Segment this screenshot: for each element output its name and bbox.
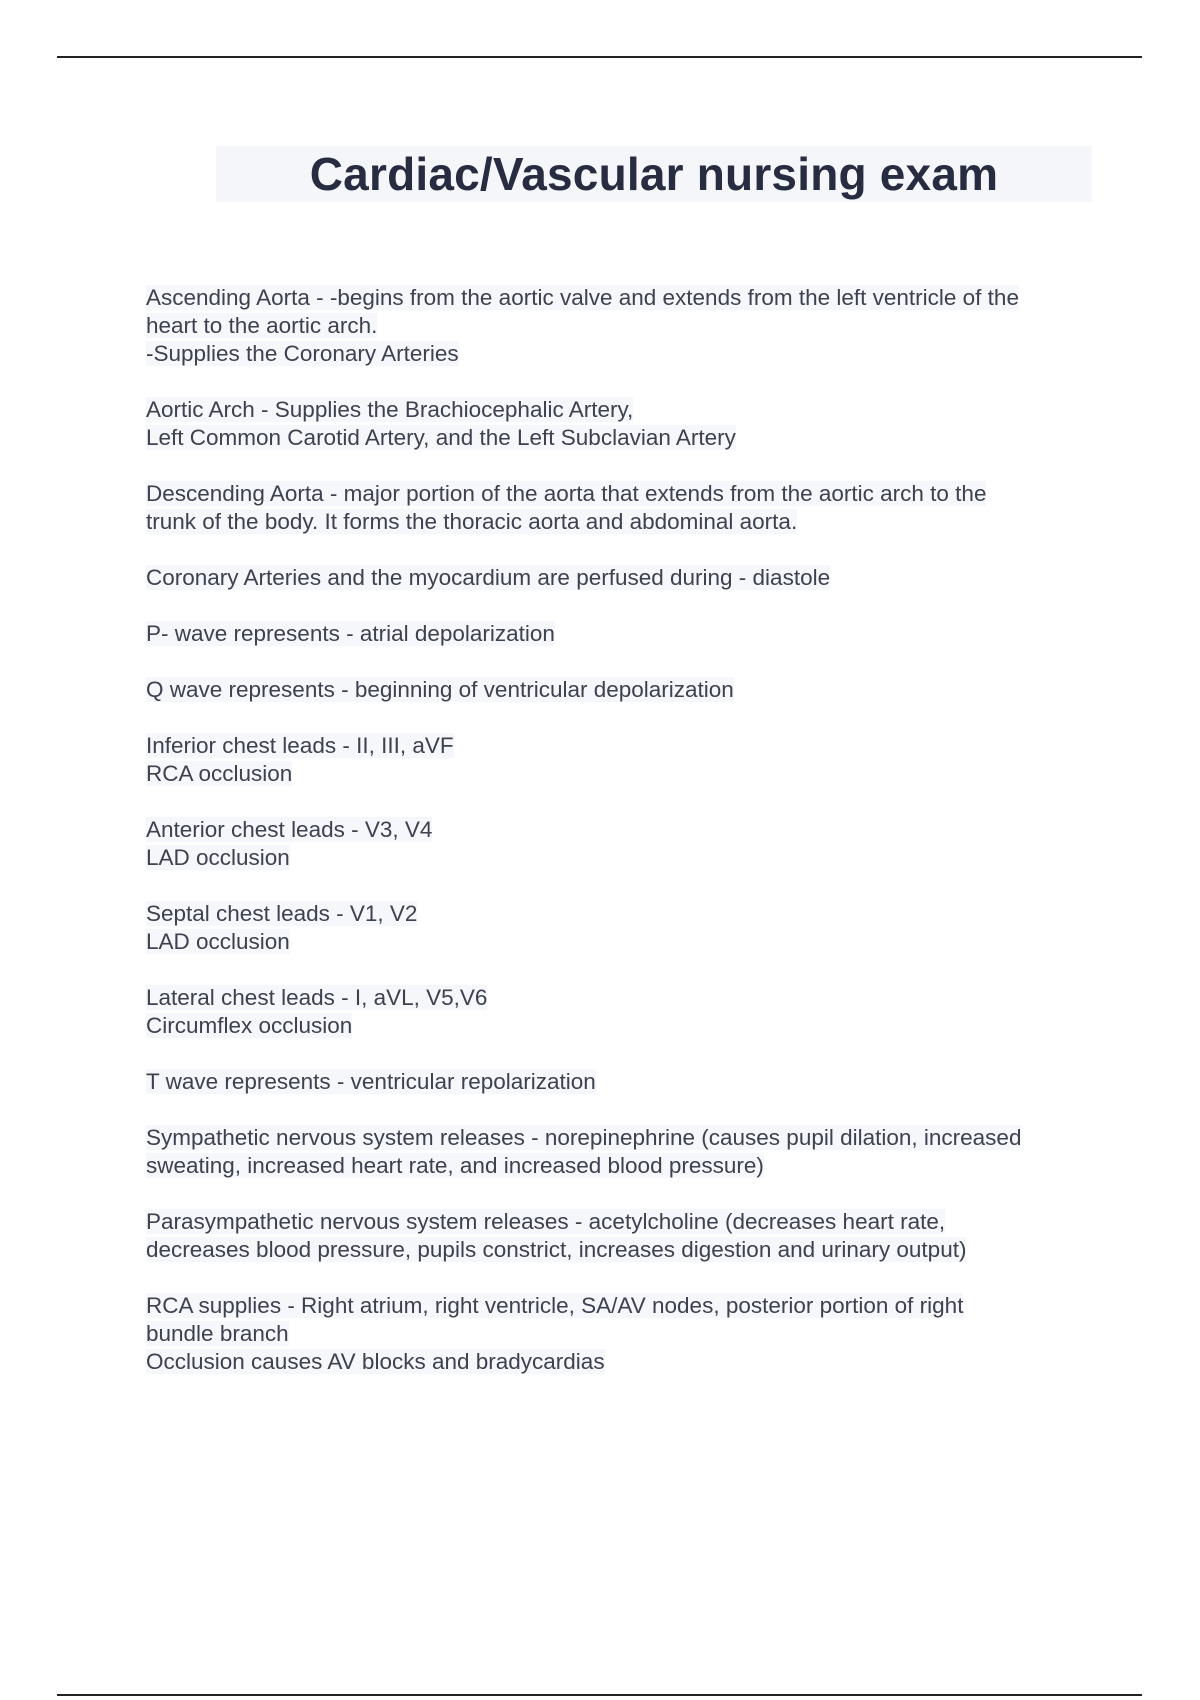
entry-line xyxy=(146,1348,1101,1376)
entry-line xyxy=(146,1320,1101,1348)
entry-line-text: T wave represents - ventricular repolarization xyxy=(146,1069,596,1094)
entry-line-text: Septal chest leads - V1, V2 xyxy=(146,901,418,926)
entry-line-text: Ascending Aorta - -begins from the aortic valve and extends from the left ventricle of the xyxy=(146,285,1019,310)
entry-line-text: Lateral chest leads - I, aVL, V5,V6 xyxy=(146,985,488,1010)
term-entry xyxy=(146,676,1101,704)
entry-line-text: Circumflex occlusion xyxy=(146,1013,353,1038)
page-title: Cardiac/Vascular nursing exam xyxy=(309,148,999,200)
entry-line xyxy=(146,564,1101,592)
term-entry xyxy=(146,564,1101,592)
entry-line-text: LAD occlusion xyxy=(146,845,290,870)
entry-line-text: Coronary Arteries and the myocardium are perfused during - diastole xyxy=(146,565,831,590)
entry-line xyxy=(146,340,1101,368)
entry-line xyxy=(146,1068,1101,1096)
entry-line xyxy=(146,424,1101,452)
entry-line-text: Sympathetic nervous system releases - norepinephrine (causes pupil dilation, increased xyxy=(146,1125,1022,1150)
entry-line-text: heart to the aortic arch. xyxy=(146,313,378,338)
entry-line xyxy=(146,844,1101,872)
entry-line-text: Parasympathetic nervous system releases - acetylcholine (decreases heart rate, xyxy=(146,1209,946,1234)
term-entry xyxy=(146,620,1101,648)
entry-line xyxy=(146,312,1101,340)
term-entry xyxy=(146,1292,1101,1376)
term-entry xyxy=(146,816,1101,872)
entry-line xyxy=(146,760,1101,788)
entry-line-text: bundle branch xyxy=(146,1321,289,1346)
entry-line xyxy=(146,984,1101,1012)
entry-line xyxy=(146,1124,1101,1152)
bottom-divider xyxy=(57,1694,1142,1696)
entry-line-text: LAD occlusion xyxy=(146,929,290,954)
entry-line xyxy=(146,1152,1101,1180)
entry-line xyxy=(146,928,1101,956)
term-entry xyxy=(146,1124,1101,1180)
entry-line xyxy=(146,620,1101,648)
term-entry xyxy=(146,284,1101,368)
entry-line xyxy=(146,1292,1101,1320)
term-entry xyxy=(146,1208,1101,1264)
entry-line-text: RCA supplies - Right atrium, right ventricle, SA/AV nodes, posterior portion of right xyxy=(146,1293,964,1318)
term-entry xyxy=(146,732,1101,788)
term-entry xyxy=(146,900,1101,956)
entry-line xyxy=(146,676,1101,704)
entry-line xyxy=(146,816,1101,844)
entry-line-text: sweating, increased heart rate, and increased blood pressure) xyxy=(146,1153,764,1178)
entry-line xyxy=(146,732,1101,760)
top-divider xyxy=(57,56,1142,58)
entry-line xyxy=(146,900,1101,928)
term-entry xyxy=(146,480,1101,536)
entry-line-text: decreases blood pressure, pupils constrict, increases digestion and urinary output) xyxy=(146,1237,967,1262)
entry-line xyxy=(146,396,1101,424)
term-entry xyxy=(146,984,1101,1040)
entry-line-text: P- wave represents - atrial depolarization xyxy=(146,621,555,646)
entry-line-text: -Supplies the Coronary Arteries xyxy=(146,341,459,366)
entry-line-text: trunk of the body. It forms the thoracic aorta and abdominal aorta. xyxy=(146,509,798,534)
entry-line-text: Q wave represents - beginning of ventricular depolarization xyxy=(146,677,734,702)
entry-line-text: Descending Aorta - major portion of the aorta that extends from the aortic arch to the xyxy=(146,481,987,506)
entry-line xyxy=(146,284,1101,312)
entry-line-text: Anterior chest leads - V3, V4 xyxy=(146,817,433,842)
entry-line xyxy=(146,1208,1101,1236)
entry-line xyxy=(146,1236,1101,1264)
flashcard-list xyxy=(146,284,1101,1404)
entry-line xyxy=(146,480,1101,508)
term-entry xyxy=(146,1068,1101,1096)
term-entry xyxy=(146,396,1101,452)
entry-line xyxy=(146,1012,1101,1040)
entry-line-text: Aortic Arch - Supplies the Brachiocephalic Artery, xyxy=(146,397,634,422)
entry-line-text: Left Common Carotid Artery, and the Left Subclavian Artery xyxy=(146,425,736,450)
entry-line-text: RCA occlusion xyxy=(146,761,293,786)
entry-line-text: Inferior chest leads - II, III, aVF xyxy=(146,733,454,758)
entry-line xyxy=(146,508,1101,536)
entry-line-text: Occlusion causes AV blocks and bradycardias xyxy=(146,1349,605,1374)
